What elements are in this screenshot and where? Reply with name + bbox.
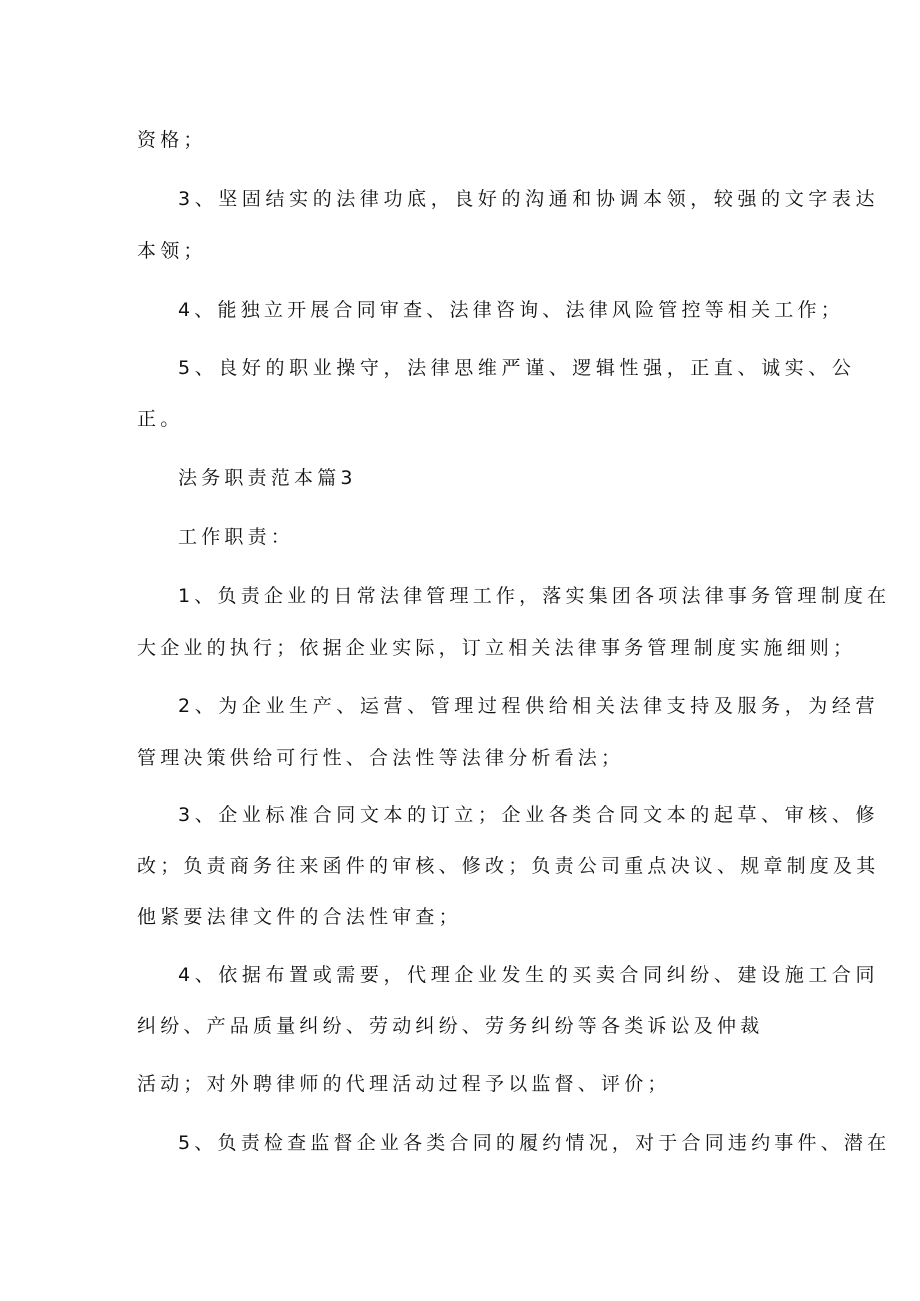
text-line: 5、负责检查监督企业各类合同的履约情况，对于合同违约事件、潜在 xyxy=(178,1132,891,1154)
text-line: 工作职责： xyxy=(178,526,295,548)
text-line: 纠纷、产品质量纠纷、劳动纠纷、劳务纠纷等各类诉讼及仲裁 xyxy=(137,1015,764,1037)
text-line: 2、为企业生产、运营、管理过程供给相关法律支持及服务，为经营 xyxy=(178,695,880,717)
text-line: 改；负责商务往来函件的审核、修改；负责公司重点决议、规章制度及其 xyxy=(137,855,880,877)
text-line: 正。 xyxy=(137,408,184,430)
text-line: 管理决策供给可行性、合法性等法律分析看法； xyxy=(137,747,625,769)
text-line: 5、良好的职业操守，法律思维严谨、逻辑性强，正直、诚实、公 xyxy=(178,357,856,379)
text-line: 1、负责企业的日常法律管理工作，落实集团各项法律事务管理制度在 xyxy=(178,585,891,607)
text-line: 3、坚固结实的法律功底，良好的沟通和协调本领，较强的文字表达 xyxy=(178,188,880,210)
text-line: 本领； xyxy=(137,240,207,262)
text-line: 4、依据布置或需要，代理企业发生的买卖合同纠纷、建设施工合同 xyxy=(178,964,880,986)
text-line: 3、企业标准合同文本的订立；企业各类合同文本的起草、审核、修 xyxy=(178,804,880,826)
text-line: 活动；对外聘律师的代理活动过程予以监督、评价； xyxy=(137,1073,671,1095)
text-line: 4、能独立开展合同审查、法律咨询、法律风险管控等相关工作； xyxy=(178,299,844,321)
section-heading: 法务职责范本篇3 xyxy=(178,467,357,489)
text-line: 大企业的执行；依据企业实际，订立相关法律事务管理制度实施细则； xyxy=(137,637,857,659)
text-line: 资格； xyxy=(137,129,207,151)
text-line: 他紧要法律文件的合法性审查； xyxy=(137,906,462,928)
